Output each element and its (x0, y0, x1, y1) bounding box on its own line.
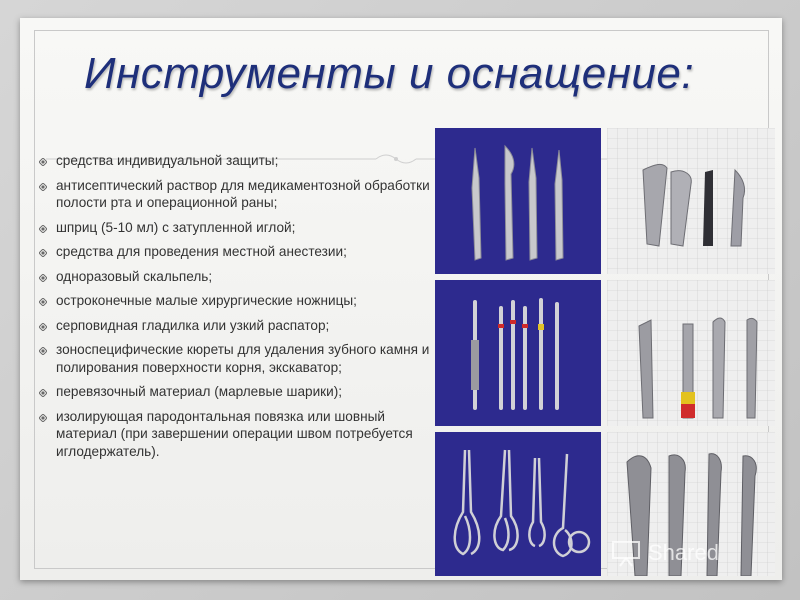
diamond-bullet-icon (39, 347, 47, 355)
photo-probes-blue (435, 280, 601, 426)
list-item-text: изолирующая пародонтальная повязка или шовный материал (при завершении операции швом потребуется иглодержатель). (56, 408, 413, 459)
list-item (38, 219, 434, 237)
instrument-photos (435, 128, 775, 576)
photo-scissors-blue (435, 432, 601, 576)
list-item-text: остроконечные малые хирургические ножницы; (56, 293, 357, 308)
watermark (610, 536, 770, 570)
list-item-text: перевязочный материал (марлевые шарики); (56, 384, 343, 399)
slide-title: Инструменты и оснащение: (84, 49, 695, 98)
diamond-bullet-icon (39, 389, 47, 397)
list-item-text: средства для проведения местной анестезии; (56, 244, 347, 259)
diamond-bullet-icon (39, 323, 47, 331)
list-item-text: серповидная гладилка или узкий распатор; (56, 317, 330, 333)
list-item (38, 177, 434, 212)
diamond-bullet-icon (39, 274, 47, 282)
presentation-board-icon (610, 539, 642, 567)
list-item (38, 243, 434, 261)
instrument-list (38, 152, 434, 467)
photo-blades-grid (607, 128, 775, 274)
list-item-text: средства индивидуальной защиты; (56, 153, 279, 168)
diamond-bullet-icon (39, 414, 47, 422)
list-item (38, 408, 434, 461)
list-item (38, 292, 434, 310)
diamond-bullet-icon (39, 298, 47, 306)
list-item-text: антисептический раствор для медикаментозной обработки полости рта и операционной раны; (56, 177, 430, 210)
diamond-bullet-icon (39, 225, 47, 233)
photo-elevators-grid (607, 280, 775, 426)
list-item (38, 152, 434, 170)
list-item (38, 317, 434, 335)
list-item-text: одноразовый скальпель; (56, 268, 213, 284)
list-item-text: шприц (5-10 мл) с затупленной иглой; (56, 219, 296, 235)
photo-scalpels-blue (435, 128, 601, 274)
watermark-text: Shared (648, 540, 719, 565)
diamond-bullet-icon (39, 183, 47, 191)
list-item (38, 383, 434, 401)
list-item (38, 268, 434, 286)
list-item (38, 341, 434, 376)
list-item-text: зоноспецифические кюреты для удаления зубного камня и полирования поверхности корня, экскаватор; (56, 342, 430, 375)
diamond-bullet-icon (39, 158, 47, 166)
diamond-bullet-icon (39, 249, 47, 257)
